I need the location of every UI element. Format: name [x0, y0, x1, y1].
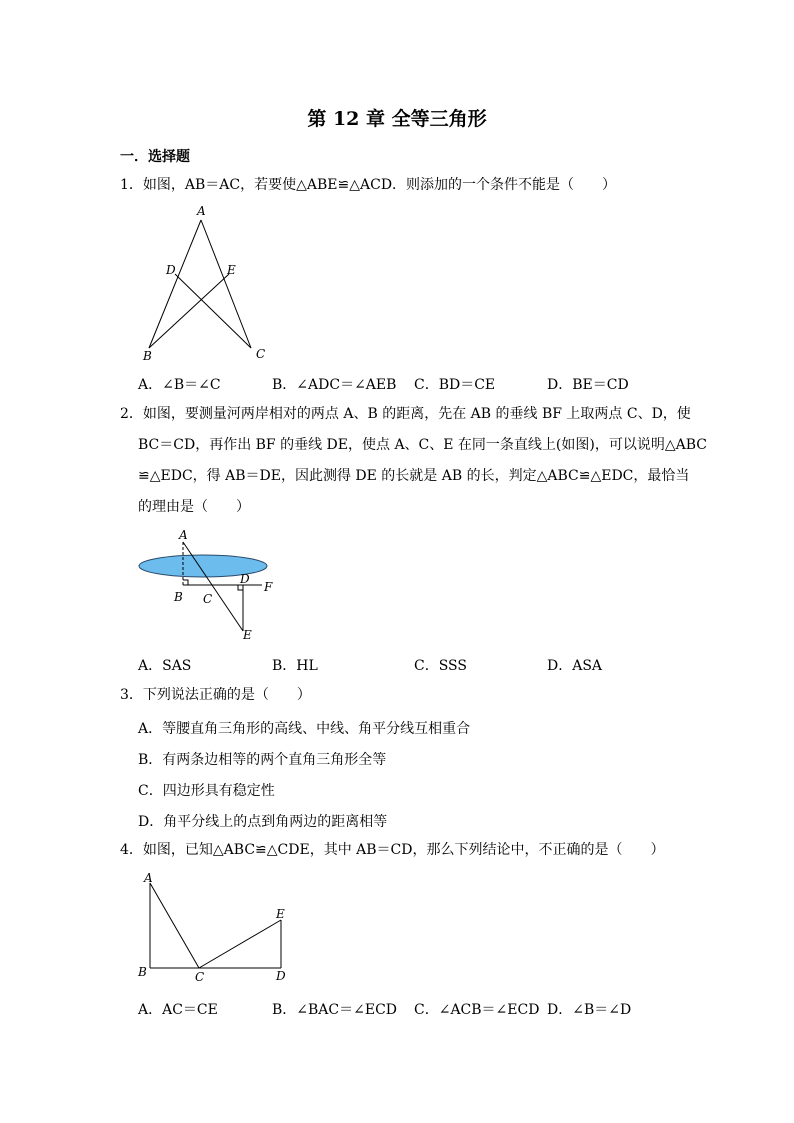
q4-label-e: E — [276, 907, 285, 921]
q1-option-b[interactable]: B．∠ADC＝∠AEB — [272, 377, 397, 393]
q4-figure — [130, 868, 300, 988]
q2-river-figure — [130, 525, 290, 645]
q1-label-b: B — [143, 349, 152, 363]
q4-stem: 4．如图，已知△ABC≌△CDE，其中 AB＝CD，那么下列结论中，不正确的是（ ） — [120, 842, 665, 858]
q1-label-e: E — [227, 263, 236, 277]
q2-label-b: B — [174, 590, 183, 604]
q2-line-2: BC＝CD，再作出 BF 的垂线 DE，使点 A、C、E 在同一条直线上(如图)，可以说明△ABC — [138, 437, 707, 453]
q2-label-e: E — [243, 628, 252, 642]
q3-option-b[interactable]: B．有两条边相等的两个直角三角形全等 — [138, 752, 387, 768]
q4-label-b: B — [138, 965, 147, 979]
q2-option-d[interactable]: D．ASA — [547, 658, 603, 674]
q2-line-3: ≌△EDC，得 AB＝DE，因此测得 DE 的长就是 AB 的长，判定△ABC≌△EDC，最恰当 — [138, 468, 690, 484]
q1-option-c[interactable]: C．BD＝CE — [414, 377, 496, 393]
q3-stem: 3．下列说法正确的是（ ） — [120, 687, 311, 703]
q3-option-d[interactable]: D．角平分线上的点到角两边的距离相等 — [138, 814, 388, 830]
q1-label-c: C — [256, 347, 266, 361]
q3-option-c[interactable]: C．四边形具有稳定性 — [138, 783, 275, 799]
q4-option-b[interactable]: B．∠BAC＝∠ECD — [272, 1002, 398, 1018]
q1-figure — [135, 200, 285, 370]
section-heading: 一．选择题 — [120, 149, 190, 165]
q4-label-d: D — [276, 969, 286, 983]
q4-option-d[interactable]: D．∠B＝∠D — [547, 1002, 632, 1018]
q2-option-c[interactable]: C．SSS — [414, 658, 467, 674]
q4-option-c[interactable]: C．∠ACB＝∠ECD — [414, 1002, 540, 1018]
q2-label-a: A — [179, 528, 188, 542]
q2-option-a[interactable]: A．SAS — [138, 658, 192, 674]
q2-line-1: 2．如图，要测量河两岸相对的两点 A、B 的距离，先在 AB 的垂线 BF 上取两点 C、D，使 — [120, 406, 691, 422]
q1-stem: 1．如图，AB＝AC，若要使△ABE≌△ACD．则添加的一个条件不能是（ ） — [120, 177, 617, 193]
q2-label-d: D — [240, 572, 250, 586]
q1-option-a[interactable]: A．∠B＝∠C — [138, 377, 221, 393]
q2-label-f: F — [264, 580, 273, 594]
q2-label-c: C — [203, 592, 213, 606]
q1-label-a: A — [197, 204, 206, 218]
q1-option-d[interactable]: D．BE＝CD — [547, 377, 629, 393]
q4-label-c: C — [195, 970, 205, 984]
page-title: 第 12 章 全等三角形 — [307, 108, 487, 130]
q2-option-b[interactable]: B．HL — [272, 658, 318, 674]
q4-option-a[interactable]: A．AC＝CE — [138, 1002, 218, 1018]
q4-label-a: A — [144, 871, 153, 885]
q2-line-4: 的理由是（ ） — [138, 499, 250, 515]
q1-label-d: D — [166, 263, 176, 277]
q3-option-a[interactable]: A．等腰直角三角形的高线、中线、角平分线互相重合 — [138, 721, 471, 737]
